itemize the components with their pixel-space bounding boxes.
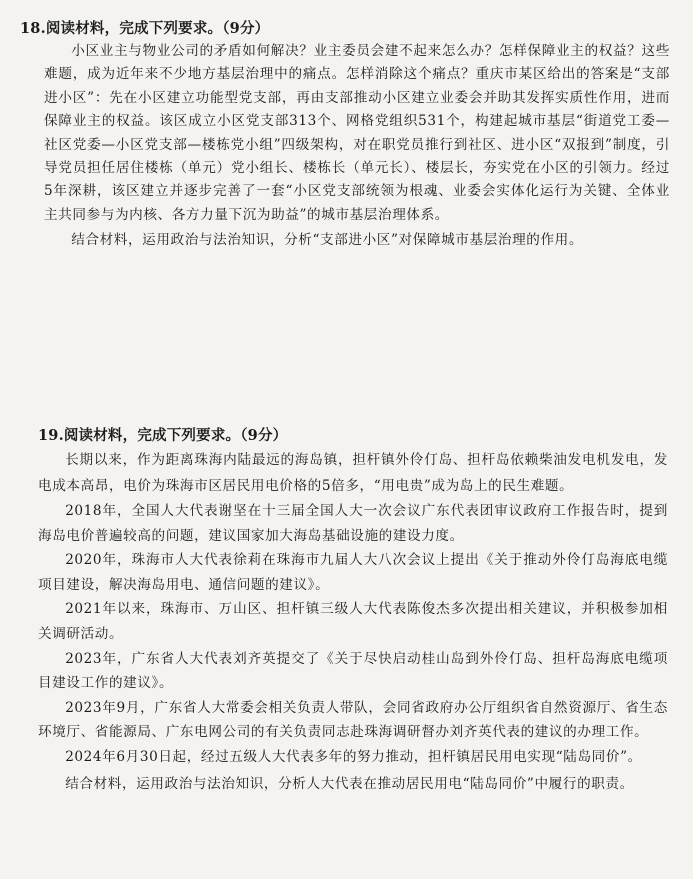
question-19 — [38, 425, 668, 796]
question-19-material-paragraph: 2023年，广东省人大代表刘齐英提交了《关于尽快启动桂山岛到外伶仃岛、担杆岛海底电缆项目建设工作的建议》。 — [38, 650, 668, 692]
question-18-title: 阅读材料，完成下列要求。（9分） — [45, 20, 270, 37]
question-19-material-paragraph: 2023年9月，广东省人大常委会相关负责人带队，会同省政府办公厅组织省自然资源厅、省生态环境厅、省能源局、广东电网公司的有关负责同志赴珠海调研督办刘齐英代表的建议的办理工作。 — [38, 699, 668, 741]
question-19-material-paragraph: 2020年，珠海市人大代表徐莉在珠海市九届人大八次会议上提出《关于推动外伶仃岛海底电缆项目建设，解决海岛用电、通信问题的建议》。 — [38, 552, 668, 593]
question-19-header — [38, 425, 668, 447]
question-18 — [20, 18, 670, 253]
question-19-material-paragraph: 2024年6月30日起，经过五级人大代表多年的努力推动，担杆镇居民用电实现“陆岛同价”。 — [65, 748, 642, 765]
question-18-task: 结合材料，运用政治与法治知识，分析“支部进小区”对保障城市基层治理的作用。 — [71, 232, 584, 249]
question-18-header — [20, 18, 670, 40]
question-19-material-paragraph: 2018年，全国人大代表谢坚在十三届全国人大一次会议广东代表团审议政府工作报告时，提到海岛电价普遍较高的问题，建议国家加大海岛基础设施的建设力度。 — [38, 503, 668, 544]
question-19-task: 结合材料，运用政治与法治知识，分析人大代表在推动居民用电“陆岛同价”中履行的职责。 — [65, 775, 634, 792]
question-19-material-paragraph: 长期以来，作为距离珠海内陆最远的海岛镇，担杆镇外伶仃岛、担杆岛依赖柴油发电机发电，发电成本高昂，电价为珠海市区居民用电价格的5倍多，“用电贵”成为岛上的民生难题。 — [38, 452, 668, 494]
question-19-title: 阅读材料，完成下列要求。（9分） — [63, 427, 288, 444]
question-19-material-paragraph: 2021年以来，珠海市、万山区、担杆镇三级人大代表陈俊杰多次提出相关建议，并积极参加相关调研活动。 — [38, 601, 668, 642]
question-19-number: 19. — [38, 427, 64, 444]
question-18-material: 小区业主与物业公司的矛盾如何解决？业主委员会建不起来怎么办？怎样保障业主的权益？这些难题，成为近年来不少地方基层治理中的痛点。怎样消除这个痛点？重庆市某区给出的答案是“支部进小区”：先在小区建立功能型党支部，再由支部推动小区建立业委会并助其发挥实质性作用，进而保障业主的权益。该区成立小区党支部313个、网格党组织531个，构建起城市基层“街道党工委—社区党委—小区党支部—楼栋党小组”四级架构，对在职党员推行到社区、进小区“双报到”制度，引导党员担任居住楼栋（单元）党小组长、楼栋长（单元长）、楼层长，夯实党在小区的引领力。经过5年深耕，该区建立并逐步完善了一套“小区党支部统领为根魂、业委会实体化运行为关键、全体业主共同参与为内核、各方力量下沉为助益”的城市基层治理体系。 — [44, 43, 670, 223]
answer-space — [0, 300, 693, 420]
question-18-number: 18. — [20, 20, 46, 37]
